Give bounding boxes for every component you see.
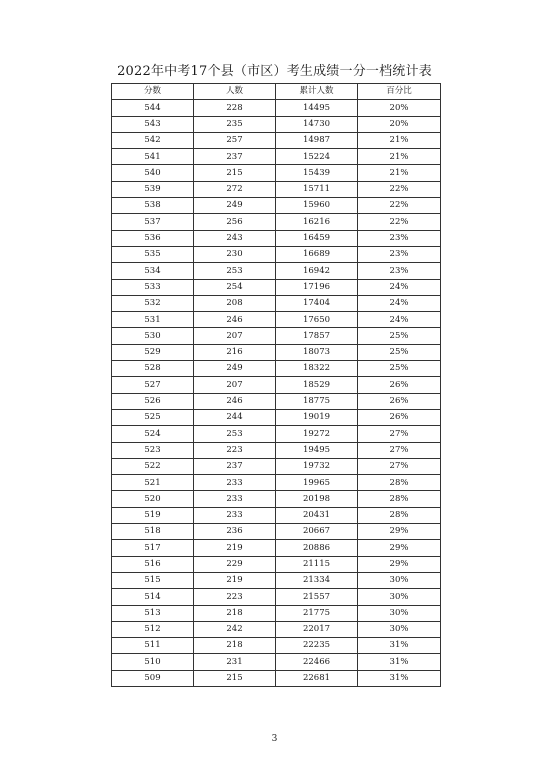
cell-percent: 22% (358, 214, 441, 230)
cell-score: 537 (112, 214, 194, 230)
cell-percent: 29% (358, 556, 441, 572)
cell-score: 527 (112, 377, 194, 393)
cell-count: 235 (194, 116, 276, 132)
cell-count: 233 (194, 475, 276, 491)
cell-cumulative: 17650 (276, 312, 358, 328)
cell-score: 517 (112, 540, 194, 556)
cell-score: 536 (112, 230, 194, 246)
cell-cumulative: 19732 (276, 458, 358, 474)
table-row (112, 589, 441, 605)
cell-score: 515 (112, 572, 194, 588)
cell-cumulative: 21334 (276, 572, 358, 588)
cell-cumulative: 15960 (276, 198, 358, 214)
cell-cumulative: 19965 (276, 475, 358, 491)
cell-count: 244 (194, 409, 276, 425)
table-row (112, 442, 441, 458)
cell-cumulative: 17404 (276, 295, 358, 311)
cell-cumulative: 21557 (276, 589, 358, 605)
table-row (112, 165, 441, 181)
cell-count: 219 (194, 540, 276, 556)
cell-percent: 26% (358, 377, 441, 393)
cell-score: 510 (112, 654, 194, 670)
table-row (112, 670, 441, 686)
cell-score: 512 (112, 621, 194, 637)
cell-count: 230 (194, 246, 276, 262)
cell-score: 522 (112, 458, 194, 474)
cell-percent: 30% (358, 589, 441, 605)
cell-score: 532 (112, 295, 194, 311)
cell-cumulative: 19019 (276, 409, 358, 425)
cell-count: 231 (194, 654, 276, 670)
table-row (112, 263, 441, 279)
header-count: 人数 (194, 84, 276, 100)
table-row (112, 312, 441, 328)
cell-cumulative: 18775 (276, 393, 358, 409)
cell-count: 218 (194, 605, 276, 621)
cell-percent: 24% (358, 279, 441, 295)
cell-percent: 28% (358, 475, 441, 491)
table-row (112, 361, 441, 377)
table-row (112, 572, 441, 588)
cell-cumulative: 20667 (276, 524, 358, 540)
cell-percent: 21% (358, 165, 441, 181)
cell-cumulative: 14495 (276, 100, 358, 116)
cell-score: 531 (112, 312, 194, 328)
cell-percent: 31% (358, 670, 441, 686)
header-percent: 百分比 (358, 84, 441, 100)
cell-count: 223 (194, 589, 276, 605)
cell-percent: 22% (358, 198, 441, 214)
cell-cumulative: 18073 (276, 344, 358, 360)
table-row (112, 295, 441, 311)
table-row (112, 654, 441, 670)
cell-cumulative: 18529 (276, 377, 358, 393)
cell-score: 520 (112, 491, 194, 507)
table-row (112, 100, 441, 116)
cell-score: 544 (112, 100, 194, 116)
cell-score: 524 (112, 426, 194, 442)
cell-count: 236 (194, 524, 276, 540)
page-number: 3 (271, 734, 278, 744)
cell-score: 535 (112, 246, 194, 262)
cell-percent: 31% (358, 654, 441, 670)
cell-count: 237 (194, 458, 276, 474)
cell-percent: 23% (358, 246, 441, 262)
table-row (112, 458, 441, 474)
cell-cumulative: 16459 (276, 230, 358, 246)
cell-percent: 22% (358, 181, 441, 197)
table-row (112, 132, 441, 148)
cell-cumulative: 21115 (276, 556, 358, 572)
cell-cumulative: 16216 (276, 214, 358, 230)
cell-score: 540 (112, 165, 194, 181)
cell-count: 246 (194, 393, 276, 409)
cell-percent: 20% (358, 100, 441, 116)
cell-cumulative: 20431 (276, 507, 358, 523)
table-row (112, 230, 441, 246)
cell-count: 242 (194, 621, 276, 637)
cell-score: 541 (112, 149, 194, 165)
cell-count: 223 (194, 442, 276, 458)
cell-cumulative: 22681 (276, 670, 358, 686)
cell-count: 272 (194, 181, 276, 197)
table-row (112, 621, 441, 637)
table-row (112, 638, 441, 654)
cell-count: 215 (194, 670, 276, 686)
table-row (112, 409, 441, 425)
cell-percent: 27% (358, 442, 441, 458)
cell-count: 254 (194, 279, 276, 295)
cell-count: 233 (194, 491, 276, 507)
cell-score: 513 (112, 605, 194, 621)
table-row (112, 605, 441, 621)
cell-count: 249 (194, 361, 276, 377)
cell-cumulative: 17196 (276, 279, 358, 295)
cell-percent: 28% (358, 491, 441, 507)
cell-percent: 25% (358, 361, 441, 377)
cell-count: 229 (194, 556, 276, 572)
cell-score: 519 (112, 507, 194, 523)
table-row (112, 181, 441, 197)
page-title: 2022年中考17个县（市区）考生成绩一分一档统计表 (117, 64, 432, 79)
cell-percent: 26% (358, 409, 441, 425)
cell-score: 528 (112, 361, 194, 377)
cell-count: 233 (194, 507, 276, 523)
cell-percent: 24% (358, 312, 441, 328)
cell-count: 253 (194, 263, 276, 279)
cell-score: 509 (112, 670, 194, 686)
cell-score: 538 (112, 198, 194, 214)
table-row (112, 426, 441, 442)
cell-score: 542 (112, 132, 194, 148)
table-row (112, 328, 441, 344)
cell-score: 521 (112, 475, 194, 491)
cell-score: 530 (112, 328, 194, 344)
cell-percent: 20% (358, 116, 441, 132)
cell-cumulative: 15224 (276, 149, 358, 165)
cell-count: 253 (194, 426, 276, 442)
cell-percent: 30% (358, 572, 441, 588)
cell-cumulative: 18322 (276, 361, 358, 377)
table-row (112, 556, 441, 572)
cell-percent: 24% (358, 295, 441, 311)
cell-cumulative: 22235 (276, 638, 358, 654)
cell-count: 207 (194, 328, 276, 344)
cell-percent: 21% (358, 132, 441, 148)
cell-count: 246 (194, 312, 276, 328)
table-row (112, 279, 441, 295)
cell-count: 256 (194, 214, 276, 230)
table-row (112, 246, 441, 262)
cell-score: 533 (112, 279, 194, 295)
cell-cumulative: 20198 (276, 491, 358, 507)
cell-score: 526 (112, 393, 194, 409)
table-row (112, 491, 441, 507)
cell-count: 208 (194, 295, 276, 311)
header-cumulative: 累计人数 (276, 84, 358, 100)
cell-score: 523 (112, 442, 194, 458)
table-row (112, 116, 441, 132)
cell-percent: 27% (358, 426, 441, 442)
table-row (112, 540, 441, 556)
cell-cumulative: 14987 (276, 132, 358, 148)
cell-score: 534 (112, 263, 194, 279)
cell-cumulative: 15711 (276, 181, 358, 197)
cell-score: 529 (112, 344, 194, 360)
cell-percent: 28% (358, 507, 441, 523)
cell-score: 516 (112, 556, 194, 572)
cell-percent: 21% (358, 149, 441, 165)
table-row (112, 377, 441, 393)
cell-percent: 27% (358, 458, 441, 474)
cell-count: 207 (194, 377, 276, 393)
cell-cumulative: 19272 (276, 426, 358, 442)
header-score: 分数 (112, 84, 194, 100)
cell-cumulative: 16942 (276, 263, 358, 279)
cell-percent: 25% (358, 344, 441, 360)
table-header-row (112, 84, 441, 100)
cell-score: 543 (112, 116, 194, 132)
cell-percent: 23% (358, 230, 441, 246)
cell-percent: 29% (358, 524, 441, 540)
cell-count: 218 (194, 638, 276, 654)
cell-cumulative: 20886 (276, 540, 358, 556)
cell-percent: 29% (358, 540, 441, 556)
cell-count: 257 (194, 132, 276, 148)
cell-cumulative: 22017 (276, 621, 358, 637)
table-row (112, 198, 441, 214)
cell-cumulative: 21775 (276, 605, 358, 621)
score-distribution-table (111, 83, 441, 687)
cell-cumulative: 22466 (276, 654, 358, 670)
cell-cumulative: 14730 (276, 116, 358, 132)
cell-count: 249 (194, 198, 276, 214)
cell-percent: 26% (358, 393, 441, 409)
cell-count: 219 (194, 572, 276, 588)
cell-cumulative: 17857 (276, 328, 358, 344)
cell-score: 518 (112, 524, 194, 540)
cell-count: 215 (194, 165, 276, 181)
cell-score: 514 (112, 589, 194, 605)
cell-cumulative: 15439 (276, 165, 358, 181)
cell-percent: 25% (358, 328, 441, 344)
cell-count: 237 (194, 149, 276, 165)
cell-score: 525 (112, 409, 194, 425)
cell-cumulative: 19495 (276, 442, 358, 458)
table-body (112, 100, 441, 687)
cell-percent: 23% (358, 263, 441, 279)
table-row (112, 149, 441, 165)
cell-percent: 30% (358, 605, 441, 621)
cell-percent: 31% (358, 638, 441, 654)
table-row (112, 214, 441, 230)
cell-score: 539 (112, 181, 194, 197)
cell-percent: 30% (358, 621, 441, 637)
table-row (112, 524, 441, 540)
cell-score: 511 (112, 638, 194, 654)
table-row (112, 475, 441, 491)
table-row (112, 344, 441, 360)
cell-count: 216 (194, 344, 276, 360)
table-row (112, 393, 441, 409)
cell-count: 228 (194, 100, 276, 116)
table-row (112, 507, 441, 523)
cell-count: 243 (194, 230, 276, 246)
cell-cumulative: 16689 (276, 246, 358, 262)
